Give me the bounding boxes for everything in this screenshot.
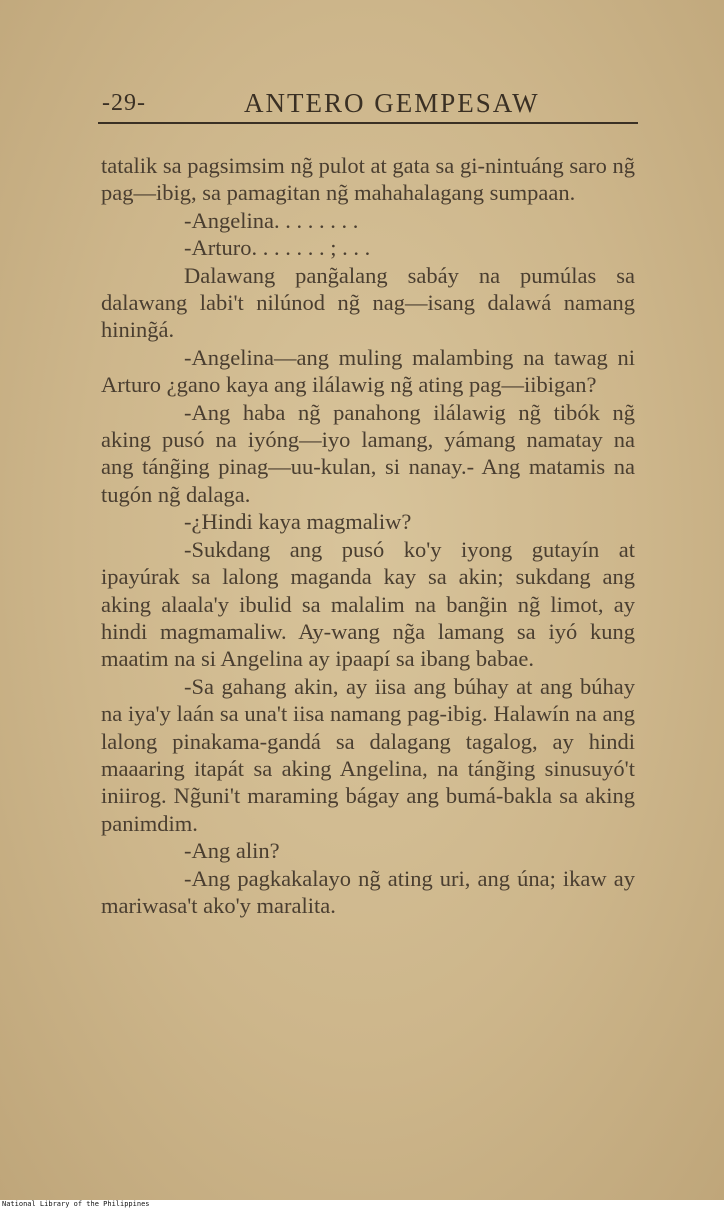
footer-credit: National Library of the Philippines xyxy=(2,1200,150,1208)
paragraph: -Angelina—ang muling malambing na tawag ni Arturo ¿gano kaya ang ilálawig ng̃ ating pag—iibigan? xyxy=(101,344,635,398)
paragraph: -Sukdang ang pusó ko'y iyong gutayín at ipayúrak sa lalong maganda kay sa akin; sukdang ang aking alaala'y ibulid sa malalim na bang̃in ng̃ limot, ay hindi magmamaliw. Ay-wang ng̃a lamang sa iyó kung maatim na si Angelina ay ipaapí sa ibang babae. xyxy=(101,536,635,672)
paragraph: -Angelina. . . . . . . . xyxy=(184,207,359,233)
header-rule xyxy=(98,122,638,124)
page-header xyxy=(98,88,638,124)
paragraph: -Arturo. . . . . . . ; . . . xyxy=(184,235,371,261)
paragraph: -¿Hindi kaya magmaliw? xyxy=(184,509,412,535)
paragraph: -Sa gahang akin, ay iisa ang búhay at ang búhay na iya'y laán sa una't iisa namang pag-ibig. Halawín na ang lalong pinakama-gandá sa dalagang tagalog, ay hindi maaaring itapát sa aking Angelina, na táng̃ing sinusuyó't iniirog. Ng̃uni't maraming bágay ang bumá-bakla sa aking panimdim. xyxy=(101,673,635,836)
page-number: -29- xyxy=(102,90,146,116)
body-text xyxy=(101,152,635,919)
paragraph: -Ang pagkakalayo ng̃ ating uri, ang úna; ikaw ay mariwasa't ako'y maralita. xyxy=(101,865,635,918)
running-title: ANTERO GEMPESAW xyxy=(244,88,540,118)
paragraph: -Ang haba ng̃ panahong ilálawig ng̃ tibók ng̃ aking pusó na iyóng—iyo lamang, yámang namatay na ang táng̃ing pinag—uu-kulan, si nanay.- Ang matamis na tugón ng̃ dalaga. xyxy=(101,399,635,507)
paragraph: Dalawang pang̃alang sabáy na pumúlas sa dalawang labi't nilúnod ng̃ nag—isang dalawá namang hining̃á. xyxy=(101,262,635,343)
paragraph: tatalik sa pagsimsim ng̃ pulot at gata sa gi-nintuáng saro ng̃ pag—ibig, sa pamagitan ng̃ mahahalagang sumpaan. xyxy=(101,153,635,206)
paragraph: -Ang alin? xyxy=(184,838,280,864)
